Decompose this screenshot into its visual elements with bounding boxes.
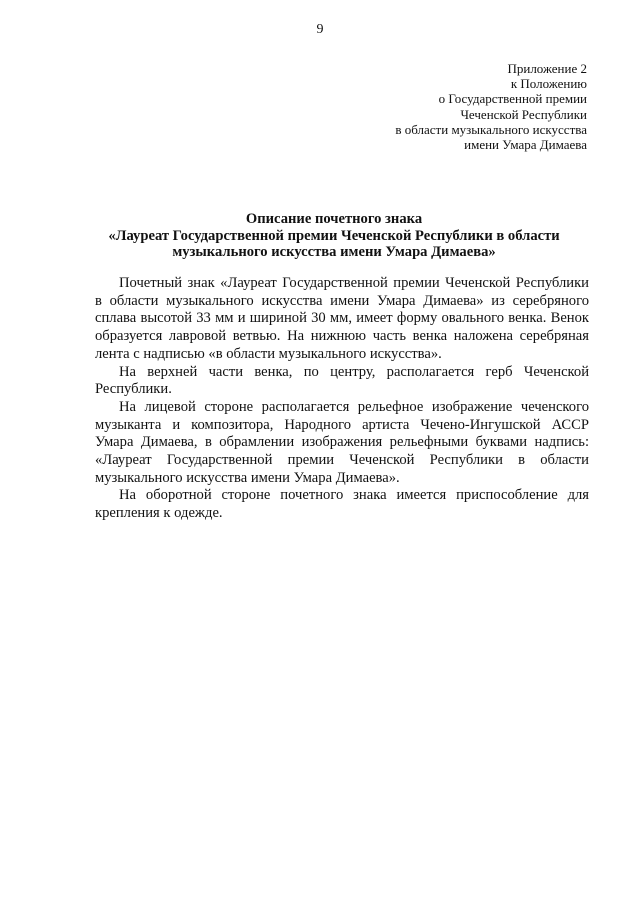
appendix-line: имени Умара Димаева xyxy=(464,137,587,153)
document-title xyxy=(80,211,588,261)
title-subtitle-line: музыкального искусства имени Умара Димаева» xyxy=(172,244,496,261)
text-line: Республики. xyxy=(95,381,172,398)
text-line: «Лауреат Государственной премии Чеченской Республики в области xyxy=(95,452,589,469)
appendix-line: Чеченской Республики xyxy=(460,106,587,122)
text-line: в области музыкального искусства имени Умара Димаева» из серебряного xyxy=(95,292,589,309)
title-subtitle-line: «Лауреат Государственной премии Чеченской Республики в области xyxy=(108,227,560,244)
appendix-reference xyxy=(287,61,587,152)
appendix-line: Приложение 2 xyxy=(507,61,587,76)
text-line: лента с надписью «в области музыкального искусства». xyxy=(95,345,442,362)
document-body xyxy=(95,275,589,523)
appendix-line: о Государственной премии xyxy=(438,91,587,107)
text-line: сплава высотой 33 мм и шириной 30 мм, имеет форму овального венка. Венок xyxy=(95,310,589,327)
paragraph-2 xyxy=(95,364,589,399)
text-line: образуется лавровой ветвью. На нижнюю часть венка наложена серебряная xyxy=(95,328,589,345)
text-line: Умара Димаева, в обрамлении изображения рельефными буквами надпись: xyxy=(95,434,589,451)
text-line: крепления к одежде. xyxy=(95,505,223,522)
page-number: 9 xyxy=(316,22,324,37)
paragraph-3 xyxy=(95,399,589,488)
appendix-line: в области музыкального искусства xyxy=(395,121,587,137)
title-heading: Описание почетного знака xyxy=(245,211,423,227)
text-line: На оборотной стороне почетного знака имеется приспособление для xyxy=(119,487,589,504)
paragraph-4 xyxy=(95,487,589,522)
text-line: На лицевой стороне располагается рельефное изображение чеченского xyxy=(119,398,589,415)
text-line: Почетный знак «Лауреат Государственной премии Чеченской Республики xyxy=(119,275,589,291)
paragraph-1 xyxy=(95,275,589,364)
appendix-line: к Положению xyxy=(510,76,587,92)
text-line: музыкального искусства имени Умара Димаева». xyxy=(95,469,400,486)
text-line: музыканта и композитора, Народного артиста Чечено-Ингушской АССР xyxy=(95,416,589,433)
text-line: На верхней части венка, по центру, располагается герб Чеченской xyxy=(119,363,589,380)
